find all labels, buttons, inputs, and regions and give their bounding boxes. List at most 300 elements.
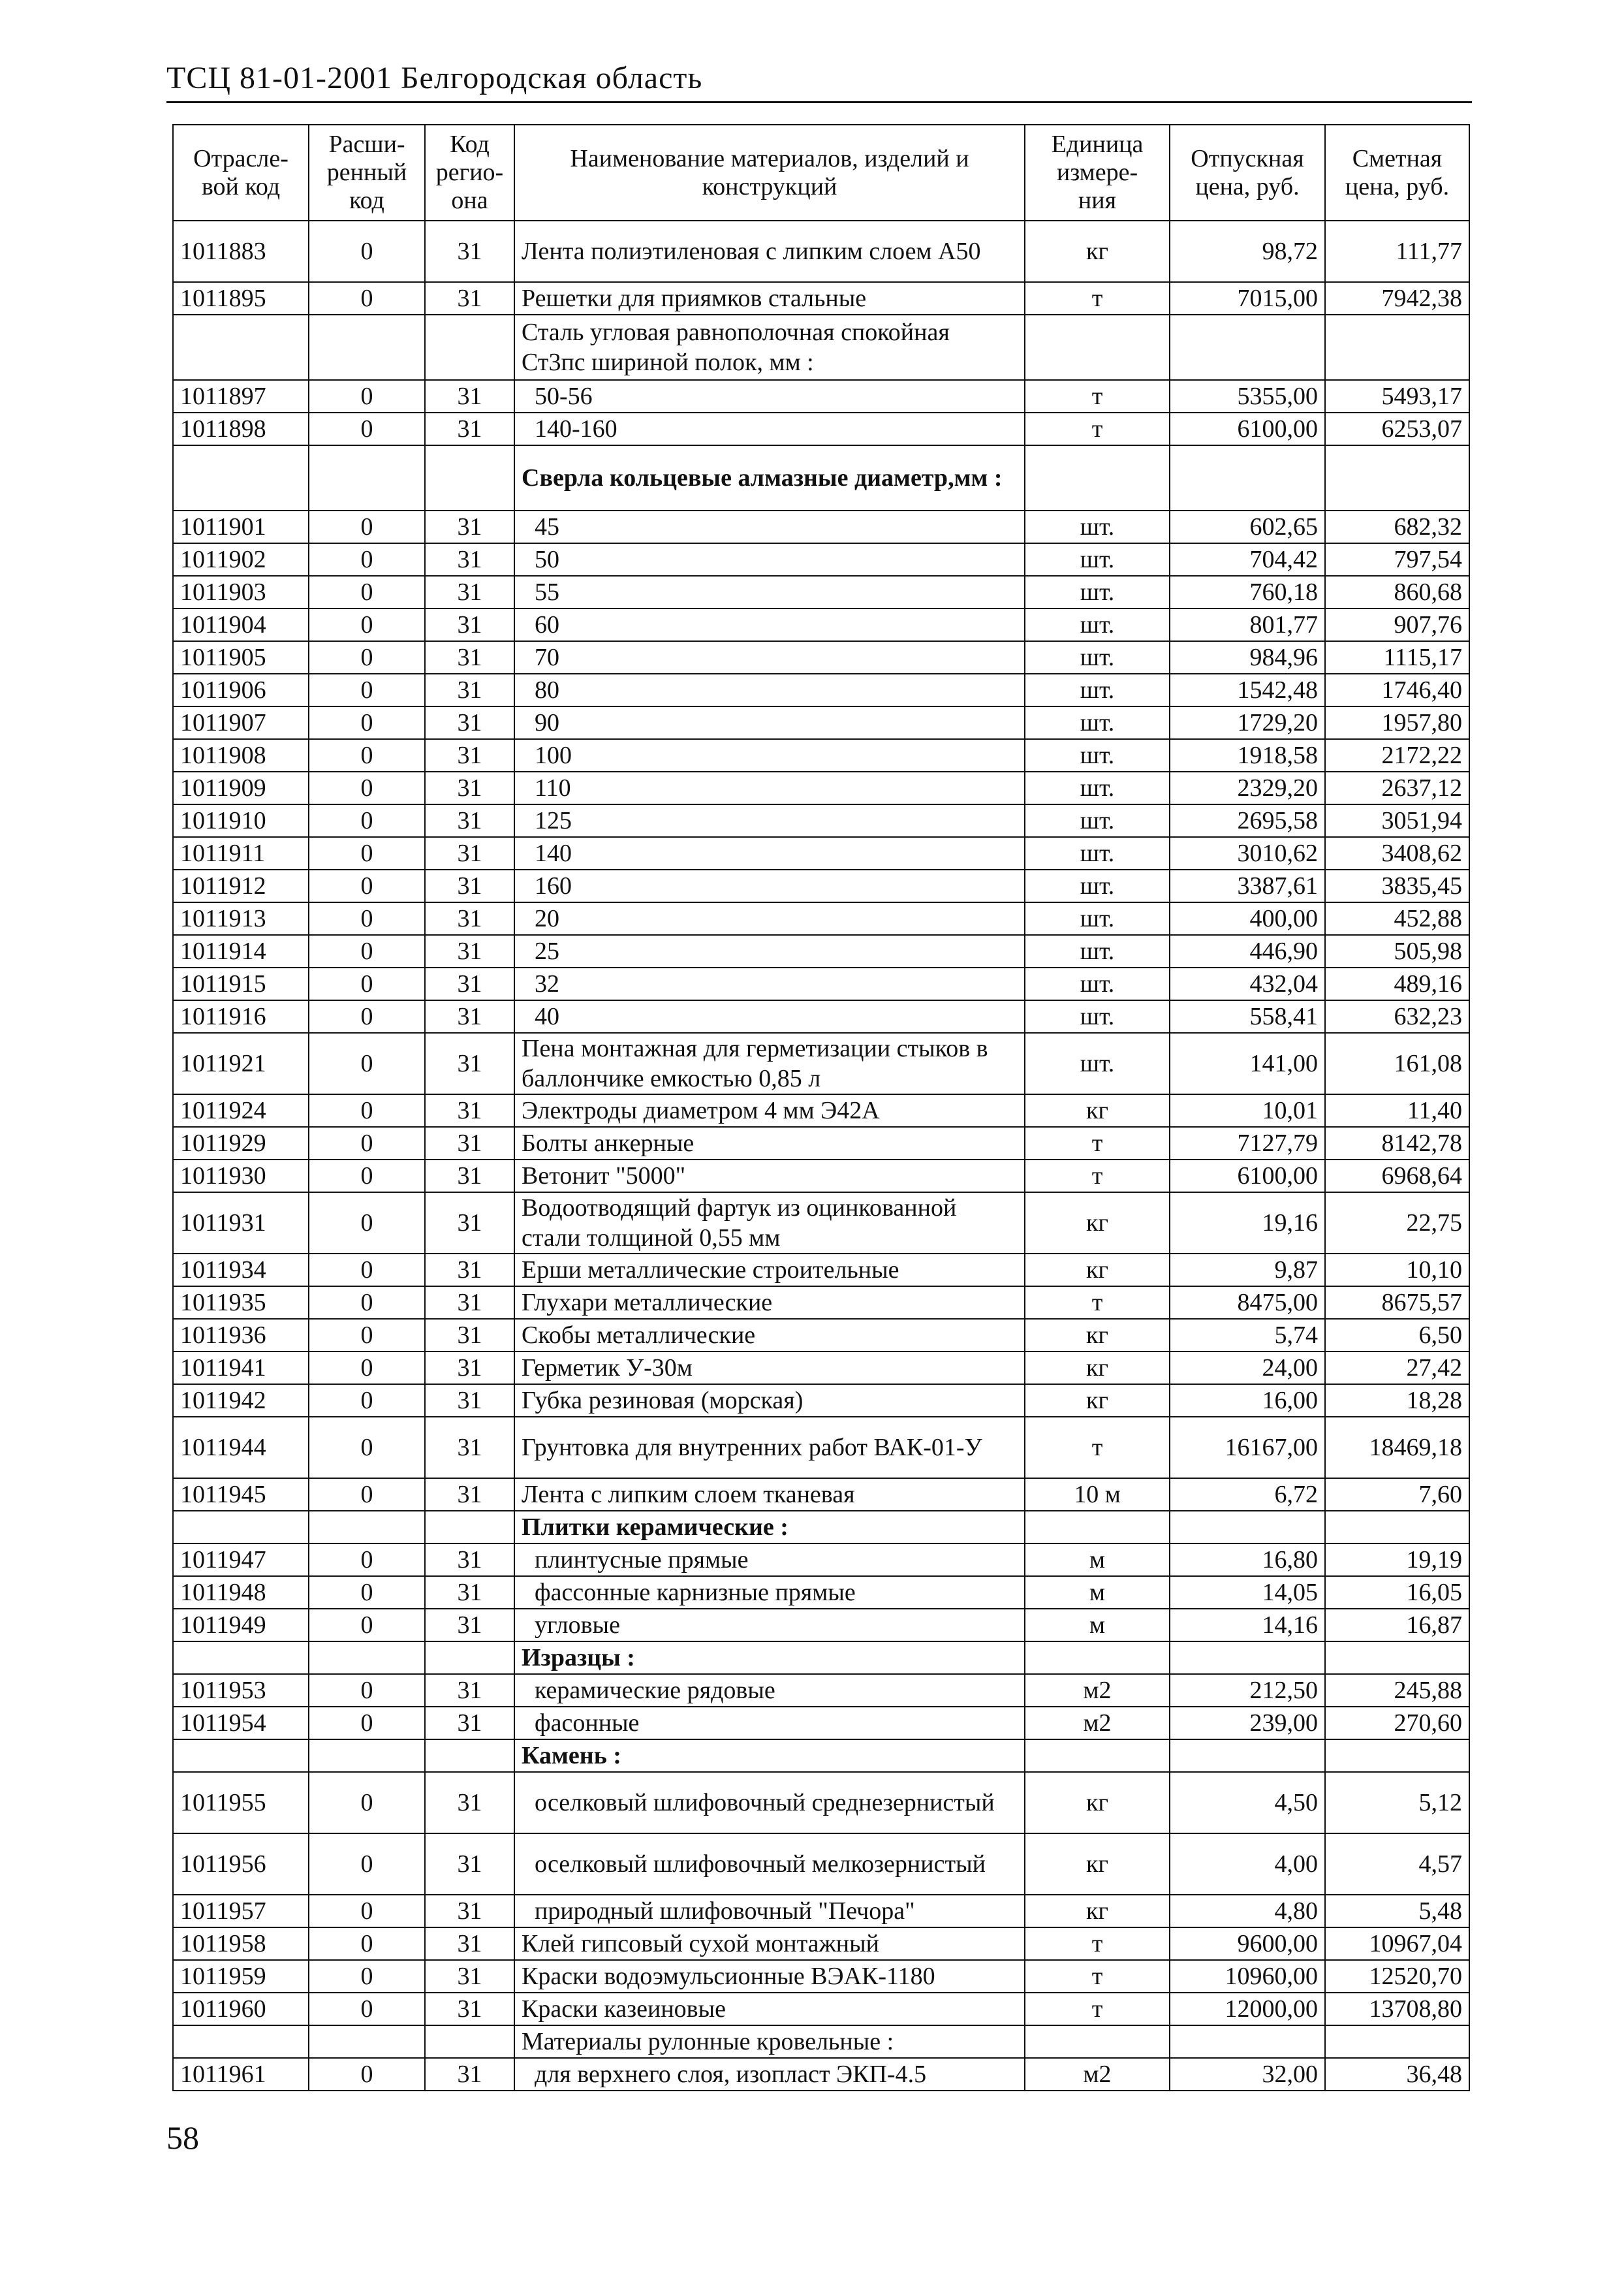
release-price-cell: 1542,48 <box>1170 674 1325 706</box>
release-price-cell: 9600,00 <box>1170 1927 1325 1960</box>
region-code-cell: 31 <box>425 1127 514 1160</box>
group-header-row <box>173 315 1469 380</box>
extended-code-cell: 0 <box>309 641 425 674</box>
col-header-release-price: Отпускная цена, руб. <box>1170 125 1325 221</box>
ext-cell <box>309 1511 425 1543</box>
unit-cell <box>1025 1511 1170 1543</box>
estimate-price-cell: 7942,38 <box>1325 282 1469 315</box>
extended-code-cell: 0 <box>309 2058 425 2091</box>
estimate-price-cell: 489,16 <box>1325 968 1469 1000</box>
unit-cell: кг <box>1025 1094 1170 1127</box>
industry-code-cell: 1011905 <box>173 641 309 674</box>
estimate-price-cell: 2637,12 <box>1325 772 1469 804</box>
table-body <box>173 221 1469 2091</box>
table-row <box>173 1993 1469 2025</box>
region-code-cell: 31 <box>425 511 514 543</box>
industry-code-cell: 1011912 <box>173 870 309 902</box>
table-row <box>173 739 1469 772</box>
region-code-cell: 31 <box>425 1478 514 1511</box>
unit-cell: т <box>1025 1927 1170 1960</box>
material-name-cell: 160 <box>514 870 1025 902</box>
material-name-cell: 125 <box>514 804 1025 837</box>
unit-cell: м2 <box>1025 1674 1170 1707</box>
table-row <box>173 1160 1469 1192</box>
industry-code-cell: 1011924 <box>173 1094 309 1127</box>
table-row <box>173 1543 1469 1576</box>
estimate-price-cell: 5,12 <box>1325 1772 1469 1833</box>
material-name-cell: 40 <box>514 1000 1025 1033</box>
col-header-extended-code: Расши- ренный код <box>309 125 425 221</box>
unit-cell: кг <box>1025 1384 1170 1417</box>
table-row <box>173 282 1469 315</box>
extended-code-cell: 0 <box>309 1319 425 1352</box>
estimate-price-cell: 2172,22 <box>1325 739 1469 772</box>
material-name-cell: 45 <box>514 511 1025 543</box>
group-title-cell: Изразцы : <box>514 1641 1025 1674</box>
extended-code-cell: 0 <box>309 1772 425 1833</box>
table-row <box>173 1094 1469 1127</box>
region-code-cell: 31 <box>425 1993 514 2025</box>
release-price-cell: 16,80 <box>1170 1543 1325 1576</box>
release-price-cell: 16167,00 <box>1170 1417 1325 1478</box>
unit-cell: шт. <box>1025 576 1170 609</box>
industry-code-cell: 1011929 <box>173 1127 309 1160</box>
unit-cell: т <box>1025 413 1170 445</box>
release-price-cell: 98,72 <box>1170 221 1325 282</box>
extended-code-cell: 0 <box>309 1160 425 1192</box>
release-price-cell: 1918,58 <box>1170 739 1325 772</box>
region-code-cell: 31 <box>425 1707 514 1739</box>
material-name-cell: 32 <box>514 968 1025 1000</box>
group-title-cell: Камень : <box>514 1739 1025 1772</box>
release-price-cell: 7127,79 <box>1170 1127 1325 1160</box>
unit-cell: шт. <box>1025 837 1170 870</box>
table-row <box>173 1772 1469 1833</box>
unit-cell: кг <box>1025 1352 1170 1384</box>
release-price-cell: 14,16 <box>1170 1609 1325 1641</box>
table-header <box>173 125 1469 221</box>
estimate-price-cell: 5,48 <box>1325 1895 1469 1927</box>
region-code-cell: 31 <box>425 543 514 576</box>
table-row <box>173 1833 1469 1895</box>
region-code-cell: 31 <box>425 413 514 445</box>
region-code-cell: 31 <box>425 1192 514 1254</box>
estimate-price-cell: 11,40 <box>1325 1094 1469 1127</box>
group-title-cell: Сверла кольцевые алмазные диаметр,мм : <box>514 445 1025 511</box>
extended-code-cell: 0 <box>309 511 425 543</box>
material-name-cell: Глухари металлические <box>514 1286 1025 1319</box>
table-row <box>173 1000 1469 1033</box>
region-code-cell: 31 <box>425 1674 514 1707</box>
material-name-cell: Скобы металлические <box>514 1319 1025 1352</box>
release-price-cell: 8475,00 <box>1170 1286 1325 1319</box>
release-price-cell: 6100,00 <box>1170 413 1325 445</box>
group-title-cell: Материалы рулонные кровельные : <box>514 2025 1025 2058</box>
reg-cell <box>425 445 514 511</box>
material-name-cell: 70 <box>514 641 1025 674</box>
estimate-price-cell: 3835,45 <box>1325 870 1469 902</box>
estimate-price-cell: 6253,07 <box>1325 413 1469 445</box>
table-row <box>173 870 1469 902</box>
region-code-cell: 31 <box>425 1384 514 1417</box>
unit-cell: кг <box>1025 221 1170 282</box>
industry-code-cell: 1011903 <box>173 576 309 609</box>
extended-code-cell: 0 <box>309 1384 425 1417</box>
estimate-price-cell: 270,60 <box>1325 1707 1469 1739</box>
release-price-cell <box>1170 315 1325 380</box>
estimate-price-cell: 27,42 <box>1325 1352 1469 1384</box>
col-header-industry-code: Отрасле- вой код <box>173 125 309 221</box>
extended-code-cell: 0 <box>309 1674 425 1707</box>
table-row <box>173 1319 1469 1352</box>
region-code-cell: 31 <box>425 902 514 935</box>
table-row <box>173 1960 1469 1993</box>
estimate-price-cell <box>1325 445 1469 511</box>
extended-code-cell: 0 <box>309 1960 425 1993</box>
unit-cell: шт. <box>1025 772 1170 804</box>
unit-cell <box>1025 2025 1170 2058</box>
estimate-price-cell: 245,88 <box>1325 1674 1469 1707</box>
unit-cell: шт. <box>1025 543 1170 576</box>
extended-code-cell: 0 <box>309 1478 425 1511</box>
extended-code-cell: 0 <box>309 1895 425 1927</box>
industry-code-cell: 1011895 <box>173 282 309 315</box>
estimate-price-cell <box>1325 1641 1469 1674</box>
reg-cell <box>425 1511 514 1543</box>
release-price-cell: 1729,20 <box>1170 706 1325 739</box>
unit-cell: т <box>1025 1993 1170 2025</box>
estimate-price-cell: 6,50 <box>1325 1319 1469 1352</box>
material-name-cell: Болты анкерные <box>514 1127 1025 1160</box>
release-price-cell: 2695,58 <box>1170 804 1325 837</box>
extended-code-cell: 0 <box>309 1094 425 1127</box>
release-price-cell: 558,41 <box>1170 1000 1325 1033</box>
extended-code-cell: 0 <box>309 1192 425 1254</box>
ext-cell <box>309 1739 425 1772</box>
unit-cell: шт. <box>1025 511 1170 543</box>
region-code-cell: 31 <box>425 739 514 772</box>
unit-cell: шт. <box>1025 641 1170 674</box>
unit-cell: м2 <box>1025 1707 1170 1739</box>
material-name-cell: 110 <box>514 772 1025 804</box>
release-price-cell: 3010,62 <box>1170 837 1325 870</box>
table-row <box>173 1192 1469 1254</box>
unit-cell: кг <box>1025 1254 1170 1286</box>
material-name-cell: 100 <box>514 739 1025 772</box>
release-price-cell: 14,05 <box>1170 1576 1325 1609</box>
reg-cell <box>425 2025 514 2058</box>
code-cell <box>173 1511 309 1543</box>
region-code-cell: 31 <box>425 641 514 674</box>
region-code-cell: 31 <box>425 2058 514 2091</box>
release-price-cell: 24,00 <box>1170 1352 1325 1384</box>
release-price-cell: 4,80 <box>1170 1895 1325 1927</box>
extended-code-cell: 0 <box>309 1417 425 1478</box>
industry-code-cell: 1011898 <box>173 413 309 445</box>
release-price-cell: 432,04 <box>1170 968 1325 1000</box>
estimate-price-cell: 4,57 <box>1325 1833 1469 1895</box>
material-name-cell: природный шлифовочный "Печора" <box>514 1895 1025 1927</box>
industry-code-cell: 1011909 <box>173 772 309 804</box>
release-price-cell: 446,90 <box>1170 935 1325 968</box>
group-header-row <box>173 1739 1469 1772</box>
release-price-cell: 212,50 <box>1170 1674 1325 1707</box>
unit-cell: шт. <box>1025 935 1170 968</box>
table-row <box>173 968 1469 1000</box>
industry-code-cell: 1011907 <box>173 706 309 739</box>
extended-code-cell: 0 <box>309 902 425 935</box>
release-price-cell <box>1170 2025 1325 2058</box>
estimate-price-cell: 36,48 <box>1325 2058 1469 2091</box>
region-code-cell: 31 <box>425 1033 514 1094</box>
release-price-cell: 4,50 <box>1170 1772 1325 1833</box>
table-row <box>173 413 1469 445</box>
ext-cell <box>309 1641 425 1674</box>
code-cell <box>173 315 309 380</box>
table-row <box>173 1707 1469 1739</box>
region-code-cell: 31 <box>425 1960 514 1993</box>
ext-cell <box>309 2025 425 2058</box>
release-price-cell: 602,65 <box>1170 511 1325 543</box>
material-name-cell: Краски казеиновые <box>514 1993 1025 2025</box>
table-row <box>173 1127 1469 1160</box>
unit-cell: т <box>1025 380 1170 413</box>
region-code-cell: 31 <box>425 1352 514 1384</box>
estimate-price-cell: 3408,62 <box>1325 837 1469 870</box>
industry-code-cell: 1011942 <box>173 1384 309 1417</box>
extended-code-cell: 0 <box>309 1576 425 1609</box>
group-header-row <box>173 1511 1469 1543</box>
unit-cell <box>1025 445 1170 511</box>
region-code-cell: 31 <box>425 1927 514 1960</box>
industry-code-cell: 1011906 <box>173 674 309 706</box>
region-code-cell: 31 <box>425 1417 514 1478</box>
release-price-cell: 9,87 <box>1170 1254 1325 1286</box>
industry-code-cell: 1011921 <box>173 1033 309 1094</box>
group-header-row <box>173 445 1469 511</box>
material-name-cell: Грунтовка для внутренних работ ВАК-01-У <box>514 1417 1025 1478</box>
release-price-cell: 6,72 <box>1170 1478 1325 1511</box>
estimate-price-cell: 18,28 <box>1325 1384 1469 1417</box>
extended-code-cell: 0 <box>309 282 425 315</box>
estimate-price-cell <box>1325 2025 1469 2058</box>
table-row <box>173 1895 1469 1927</box>
extended-code-cell: 0 <box>309 706 425 739</box>
region-code-cell: 31 <box>425 1772 514 1833</box>
estimate-price-cell: 682,32 <box>1325 511 1469 543</box>
material-name-cell: керамические рядовые <box>514 1674 1025 1707</box>
material-name-cell: 60 <box>514 609 1025 641</box>
material-name-cell: Пена монтажная для герметизации стыков в баллончике емкостью 0,85 л <box>514 1033 1025 1094</box>
unit-cell <box>1025 1739 1170 1772</box>
unit-cell: шт. <box>1025 609 1170 641</box>
estimate-price-cell: 7,60 <box>1325 1478 1469 1511</box>
unit-cell: шт. <box>1025 739 1170 772</box>
region-code-cell: 31 <box>425 1094 514 1127</box>
unit-cell: шт. <box>1025 902 1170 935</box>
release-price-cell: 12000,00 <box>1170 1993 1325 2025</box>
region-code-cell: 31 <box>425 282 514 315</box>
industry-code-cell: 1011915 <box>173 968 309 1000</box>
region-code-cell: 31 <box>425 837 514 870</box>
release-price-cell: 4,00 <box>1170 1833 1325 1895</box>
extended-code-cell: 0 <box>309 576 425 609</box>
material-name-cell: Клей гипсовый сухой монтажный <box>514 1927 1025 1960</box>
industry-code-cell: 1011956 <box>173 1833 309 1895</box>
release-price-cell: 7015,00 <box>1170 282 1325 315</box>
page-number: 58 <box>166 2119 199 2156</box>
estimate-price-cell: 907,76 <box>1325 609 1469 641</box>
table-row <box>173 641 1469 674</box>
table-row <box>173 1576 1469 1609</box>
industry-code-cell: 1011945 <box>173 1478 309 1511</box>
region-code-cell: 31 <box>425 1254 514 1286</box>
region-code-cell: 31 <box>425 1319 514 1352</box>
estimate-price-cell: 632,23 <box>1325 1000 1469 1033</box>
estimate-price-cell <box>1325 315 1469 380</box>
extended-code-cell: 0 <box>309 1000 425 1033</box>
release-price-cell: 704,42 <box>1170 543 1325 576</box>
material-name-cell: 20 <box>514 902 1025 935</box>
extended-code-cell: 0 <box>309 968 425 1000</box>
industry-code-cell: 1011941 <box>173 1352 309 1384</box>
col-header-name: Наименование материалов, изделий и конструкций <box>514 125 1025 221</box>
estimate-price-cell: 10967,04 <box>1325 1927 1469 1960</box>
reg-cell <box>425 1641 514 1674</box>
industry-code-cell: 1011931 <box>173 1192 309 1254</box>
unit-cell <box>1025 315 1170 380</box>
region-code-cell: 31 <box>425 609 514 641</box>
table-row <box>173 1417 1469 1478</box>
material-name-cell: Ветонит "5000" <box>514 1160 1025 1192</box>
unit-cell: кг <box>1025 1895 1170 1927</box>
industry-code-cell: 1011955 <box>173 1772 309 1833</box>
industry-code-cell: 1011948 <box>173 1576 309 1609</box>
estimate-price-cell: 18469,18 <box>1325 1417 1469 1478</box>
estimate-price-cell: 5493,17 <box>1325 380 1469 413</box>
region-code-cell: 31 <box>425 674 514 706</box>
industry-code-cell: 1011935 <box>173 1286 309 1319</box>
table-row <box>173 902 1469 935</box>
region-code-cell: 31 <box>425 1895 514 1927</box>
extended-code-cell: 0 <box>309 935 425 968</box>
material-name-cell: фассонные карнизные прямые <box>514 1576 1025 1609</box>
estimate-price-cell: 13708,80 <box>1325 1993 1469 2025</box>
industry-code-cell: 1011913 <box>173 902 309 935</box>
estimate-price-cell: 797,54 <box>1325 543 1469 576</box>
material-name-cell: 50 <box>514 543 1025 576</box>
estimate-price-cell: 16,87 <box>1325 1609 1469 1641</box>
material-name-cell: 140-160 <box>514 413 1025 445</box>
release-price-cell: 141,00 <box>1170 1033 1325 1094</box>
industry-code-cell: 1011911 <box>173 837 309 870</box>
industry-code-cell: 1011953 <box>173 1674 309 1707</box>
industry-code-cell: 1011957 <box>173 1895 309 1927</box>
region-code-cell: 31 <box>425 772 514 804</box>
unit-cell: кг <box>1025 1192 1170 1254</box>
materials-price-table <box>172 124 1470 2091</box>
extended-code-cell: 0 <box>309 674 425 706</box>
material-name-cell: 55 <box>514 576 1025 609</box>
estimate-price-cell: 3051,94 <box>1325 804 1469 837</box>
estimate-price-cell <box>1325 1739 1469 1772</box>
unit-cell: кг <box>1025 1833 1170 1895</box>
estimate-price-cell: 8142,78 <box>1325 1127 1469 1160</box>
estimate-price-cell: 1115,17 <box>1325 641 1469 674</box>
region-code-cell: 31 <box>425 706 514 739</box>
material-name-cell: Краски водоэмульсионные ВЭАК-1180 <box>514 1960 1025 1993</box>
table-row <box>173 804 1469 837</box>
col-header-unit: Единица измере- ния <box>1025 125 1170 221</box>
table-row <box>173 706 1469 739</box>
extended-code-cell: 0 <box>309 739 425 772</box>
estimate-price-cell: 6968,64 <box>1325 1160 1469 1192</box>
extended-code-cell: 0 <box>309 413 425 445</box>
table-row <box>173 772 1469 804</box>
table-row <box>173 1286 1469 1319</box>
release-price-cell: 760,18 <box>1170 576 1325 609</box>
material-name-cell: оселковый шлифовочный среднезернистый <box>514 1772 1025 1833</box>
table-row <box>173 221 1469 282</box>
region-code-cell: 31 <box>425 968 514 1000</box>
industry-code-cell: 1011954 <box>173 1707 309 1739</box>
release-price-cell: 10,01 <box>1170 1094 1325 1127</box>
unit-cell: т <box>1025 282 1170 315</box>
estimate-price-cell: 161,08 <box>1325 1033 1469 1094</box>
table-row <box>173 380 1469 413</box>
col-header-region-code: Код регио- она <box>425 125 514 221</box>
unit-cell <box>1025 1641 1170 1674</box>
release-price-cell: 5355,00 <box>1170 380 1325 413</box>
unit-cell: т <box>1025 1127 1170 1160</box>
material-name-cell: 90 <box>514 706 1025 739</box>
table-row <box>173 1033 1469 1094</box>
estimate-price-cell: 10,10 <box>1325 1254 1469 1286</box>
table-row <box>173 576 1469 609</box>
reg-cell <box>425 315 514 380</box>
industry-code-cell: 1011947 <box>173 1543 309 1576</box>
table-row <box>173 1609 1469 1641</box>
unit-cell: м <box>1025 1609 1170 1641</box>
code-cell <box>173 1641 309 1674</box>
region-code-cell: 31 <box>425 1160 514 1192</box>
estimate-price-cell: 111,77 <box>1325 221 1469 282</box>
industry-code-cell: 1011916 <box>173 1000 309 1033</box>
estimate-price-cell: 860,68 <box>1325 576 1469 609</box>
unit-cell: шт. <box>1025 674 1170 706</box>
code-cell <box>173 445 309 511</box>
material-name-cell: угловые <box>514 1609 1025 1641</box>
industry-code-cell: 1011910 <box>173 804 309 837</box>
code-cell <box>173 2025 309 2058</box>
region-code-cell: 31 <box>425 1543 514 1576</box>
estimate-price-cell: 16,05 <box>1325 1576 1469 1609</box>
region-code-cell: 31 <box>425 1576 514 1609</box>
page-header-title: ТСЦ 81-01-2001 Белгородская область <box>166 61 703 95</box>
industry-code-cell: 1011960 <box>173 1993 309 2025</box>
material-name-cell: Губка резиновая (морская) <box>514 1384 1025 1417</box>
region-code-cell: 31 <box>425 804 514 837</box>
release-price-cell: 5,74 <box>1170 1319 1325 1352</box>
estimate-price-cell: 1957,80 <box>1325 706 1469 739</box>
estimate-price-cell: 1746,40 <box>1325 674 1469 706</box>
industry-code-cell: 1011959 <box>173 1960 309 1993</box>
estimate-price-cell: 22,75 <box>1325 1192 1469 1254</box>
unit-cell: 10 м <box>1025 1478 1170 1511</box>
table-row <box>173 1478 1469 1511</box>
material-name-cell: фасонные <box>514 1707 1025 1739</box>
material-name-cell: Решетки для приямков стальные <box>514 282 1025 315</box>
